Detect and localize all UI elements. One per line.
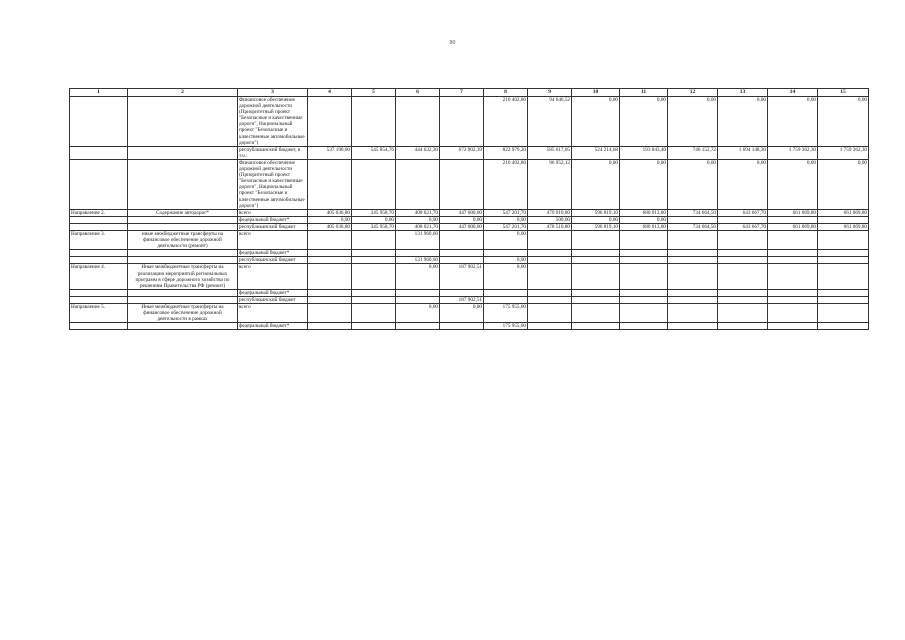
value-cell: 210 402,80 xyxy=(484,159,528,209)
value-cell: 0,00 xyxy=(572,97,620,147)
funding-source-cell: Финансовое обеспечение дорожной деятельности (Приоритетный проект "Безопасные и качественные дороги", Национальный проект "Безопасные и качественные автомобильные дороги") xyxy=(238,97,308,147)
value-cell xyxy=(718,296,768,303)
value-cell xyxy=(396,97,440,147)
value-cell xyxy=(718,304,768,323)
value-cell: 408 021,70 xyxy=(396,209,440,216)
value-cell xyxy=(352,304,396,323)
value-cell xyxy=(718,230,768,249)
direction-cell xyxy=(70,289,128,296)
budget-table xyxy=(69,88,869,330)
value-cell: 500,00 xyxy=(528,216,572,223)
funding-source-cell: республиканский бюджет xyxy=(238,296,308,303)
value-cell: 547 201,70 xyxy=(484,209,528,216)
activity-cell: Иные межбюджетные трансферты на финансовое обеспечение дорожной деятельности в рамках xyxy=(128,304,238,323)
funding-source-cell: Финансовое обеспечение дорожной деятельности (Приоритетный проект "Безопасные и качественные дороги", Национальный проект "Безопасные и качественные автомобильные дороги") xyxy=(238,159,308,209)
value-cell xyxy=(768,250,818,257)
value-cell: 0,00 xyxy=(768,159,818,209)
value-cell xyxy=(718,264,768,289)
value-cell: 734 664,50 xyxy=(668,209,718,216)
table-row xyxy=(70,159,869,209)
funding-source-cell: всего xyxy=(238,304,308,323)
value-cell: 175 955,00 xyxy=(484,323,528,330)
value-cell xyxy=(352,230,396,249)
value-cell xyxy=(572,230,620,249)
value-cell xyxy=(818,257,869,264)
activity-cell xyxy=(128,216,238,223)
value-cell xyxy=(668,289,718,296)
funding-source-cell: федеральный бюджет* xyxy=(238,289,308,296)
direction-cell xyxy=(70,323,128,330)
value-cell: 405 036,80 xyxy=(308,209,352,216)
value-cell xyxy=(528,323,572,330)
value-cell: 210 402,80 xyxy=(484,97,528,147)
value-cell xyxy=(818,216,869,223)
direction-cell: Направление 2. xyxy=(70,209,128,216)
value-cell xyxy=(308,323,352,330)
value-cell: 447 000,00 xyxy=(440,209,484,216)
value-cell xyxy=(440,323,484,330)
value-cell: 661 069,80 xyxy=(818,209,869,216)
value-cell xyxy=(440,159,484,209)
value-cell xyxy=(308,304,352,323)
value-cell xyxy=(396,296,440,303)
table-row xyxy=(70,223,869,230)
value-cell xyxy=(352,257,396,264)
value-cell: 0,00 xyxy=(572,159,620,209)
activity-cell xyxy=(128,250,238,257)
column-header: 13 xyxy=(718,89,768,97)
value-cell xyxy=(668,216,718,223)
direction-cell xyxy=(70,250,128,257)
table-row xyxy=(70,97,869,147)
value-cell: 187 902,51 xyxy=(440,296,484,303)
value-cell: 405 036,80 xyxy=(308,223,352,230)
value-cell xyxy=(718,216,768,223)
value-cell: 447 000,00 xyxy=(440,223,484,230)
value-cell: 187 902,51 xyxy=(440,264,484,289)
page-number: 80 xyxy=(449,40,456,46)
direction-cell xyxy=(70,296,128,303)
value-cell xyxy=(440,230,484,249)
value-cell xyxy=(308,97,352,147)
value-cell: 537 190,00 xyxy=(308,146,352,159)
value-cell xyxy=(352,296,396,303)
activity-cell xyxy=(128,97,238,147)
value-cell xyxy=(352,250,396,257)
value-cell xyxy=(668,257,718,264)
value-cell xyxy=(528,264,572,289)
column-header: 9 xyxy=(528,89,572,97)
value-cell: 1 759 362,30 xyxy=(818,146,869,159)
activity-cell: иные межбюджетные трансферты на финансовое обеспечение дорожной деятельности (ремонт) xyxy=(128,230,238,249)
value-cell: 661 069,80 xyxy=(768,223,818,230)
value-cell xyxy=(440,289,484,296)
value-cell xyxy=(620,289,668,296)
value-cell xyxy=(352,289,396,296)
value-cell: 0,00 xyxy=(620,216,668,223)
value-cell xyxy=(668,304,718,323)
column-header: 7 xyxy=(440,89,484,97)
value-cell xyxy=(768,257,818,264)
activity-cell: Содержание автодорог* xyxy=(128,209,238,216)
value-cell xyxy=(620,264,668,289)
funding-source-cell: всего xyxy=(238,209,308,216)
value-cell xyxy=(620,250,668,257)
value-cell: 746 152,72 xyxy=(668,146,718,159)
value-cell: 0,00 xyxy=(352,216,396,223)
value-cell xyxy=(396,323,440,330)
value-cell xyxy=(572,289,620,296)
column-header: 10 xyxy=(572,89,620,97)
table-row xyxy=(70,257,869,264)
table-row xyxy=(70,209,869,216)
funding-source-cell: республиканский бюджет, в т.ч.: xyxy=(238,146,308,159)
value-cell xyxy=(620,296,668,303)
value-cell: 1 759 362,30 xyxy=(768,146,818,159)
value-cell xyxy=(668,264,718,289)
activity-cell xyxy=(128,223,238,230)
value-cell: 479 010,80 xyxy=(528,209,572,216)
column-header: 5 xyxy=(352,89,396,97)
direction-cell: Направление 5. xyxy=(70,304,128,323)
value-cell: 0,00 xyxy=(484,257,528,264)
value-cell: 547 201,70 xyxy=(484,223,528,230)
value-cell: 0,00 xyxy=(440,304,484,323)
value-cell xyxy=(528,230,572,249)
value-cell: 0,00 xyxy=(440,216,484,223)
value-cell: 345 958,70 xyxy=(352,223,396,230)
column-header: 11 xyxy=(620,89,668,97)
value-cell xyxy=(818,323,869,330)
activity-cell xyxy=(128,257,238,264)
table-row xyxy=(70,289,869,296)
activity-cell: Иные межбюджетные трансферты на реализацию мероприятий региональных программ в сфере дорожного хозяйства по решениям Правительства РФ (ремонт) xyxy=(128,264,238,289)
value-cell: 345 958,70 xyxy=(352,209,396,216)
value-cell xyxy=(818,304,869,323)
value-cell: 0,00 xyxy=(572,216,620,223)
direction-cell xyxy=(70,257,128,264)
value-cell xyxy=(308,159,352,209)
value-cell: 94 646,52 xyxy=(528,97,572,147)
value-cell xyxy=(352,264,396,289)
value-cell xyxy=(572,304,620,323)
value-cell xyxy=(572,250,620,257)
value-cell: 0,00 xyxy=(768,97,818,147)
value-cell xyxy=(768,264,818,289)
value-cell: 408 021,70 xyxy=(396,223,440,230)
value-cell: 643 667,70 xyxy=(718,209,768,216)
table-row xyxy=(70,230,869,249)
activity-cell xyxy=(128,296,238,303)
value-cell xyxy=(818,230,869,249)
value-cell xyxy=(768,296,818,303)
value-cell xyxy=(718,323,768,330)
table-row xyxy=(70,146,869,159)
value-cell: 596 819,10 xyxy=(572,223,620,230)
value-cell xyxy=(308,257,352,264)
value-cell xyxy=(768,289,818,296)
value-cell xyxy=(308,230,352,249)
activity-cell xyxy=(128,289,238,296)
value-cell: 680 013,80 xyxy=(620,223,668,230)
value-cell xyxy=(528,257,572,264)
value-cell xyxy=(396,250,440,257)
column-header: 2 xyxy=(128,89,238,97)
value-cell: 680 013,80 xyxy=(620,209,668,216)
value-cell: 0,00 xyxy=(308,216,352,223)
value-cell xyxy=(668,323,718,330)
value-cell: 444 632,30 xyxy=(396,146,440,159)
value-cell xyxy=(484,289,528,296)
value-cell: 0,00 xyxy=(396,216,440,223)
value-cell xyxy=(352,97,396,147)
value-cell: 0,00 xyxy=(718,97,768,147)
value-cell xyxy=(572,323,620,330)
value-cell xyxy=(620,230,668,249)
value-cell xyxy=(668,230,718,249)
value-cell xyxy=(768,304,818,323)
funding-source-cell: федеральный бюджет* xyxy=(238,250,308,257)
value-cell: 596 819,10 xyxy=(572,209,620,216)
value-cell: 478 510,80 xyxy=(528,223,572,230)
value-cell xyxy=(818,264,869,289)
table-row xyxy=(70,264,869,289)
value-cell: 524 214,68 xyxy=(572,146,620,159)
value-cell: 0,00 xyxy=(818,159,869,209)
value-cell: 0,00 xyxy=(396,304,440,323)
funding-source-cell: республиканский бюджет xyxy=(238,223,308,230)
value-cell xyxy=(396,289,440,296)
value-cell xyxy=(818,250,869,257)
value-cell: 0,00 xyxy=(668,159,718,209)
value-cell: 96 952,12 xyxy=(528,159,572,209)
value-cell: 131 960,60 xyxy=(396,230,440,249)
column-header: 1 xyxy=(70,89,128,97)
value-cell xyxy=(572,264,620,289)
table-row xyxy=(70,296,869,303)
direction-cell xyxy=(70,159,128,209)
activity-cell xyxy=(128,146,238,159)
column-header: 8 xyxy=(484,89,528,97)
value-cell xyxy=(528,289,572,296)
value-cell xyxy=(484,296,528,303)
value-cell: 0,00 xyxy=(484,264,528,289)
value-cell: 0,00 xyxy=(620,159,668,209)
direction-cell xyxy=(70,97,128,147)
value-cell: 0,00 xyxy=(484,216,528,223)
value-cell: 0,00 xyxy=(718,159,768,209)
value-cell xyxy=(308,264,352,289)
value-cell xyxy=(308,250,352,257)
value-cell: 661 069,80 xyxy=(768,209,818,216)
column-header: 14 xyxy=(768,89,818,97)
funding-source-cell: федеральный бюджет* xyxy=(238,216,308,223)
value-cell xyxy=(308,289,352,296)
column-header: 4 xyxy=(308,89,352,97)
value-cell xyxy=(528,296,572,303)
activity-cell xyxy=(128,323,238,330)
activity-cell xyxy=(128,159,238,209)
value-cell: 0,00 xyxy=(396,264,440,289)
value-cell xyxy=(352,323,396,330)
value-cell: 0,00 xyxy=(620,97,668,147)
funding-source-cell: всего xyxy=(238,264,308,289)
funding-source-cell: республиканский бюджет xyxy=(238,257,308,264)
value-cell xyxy=(818,289,869,296)
value-cell: 0,00 xyxy=(818,97,869,147)
column-header: 12 xyxy=(668,89,718,97)
direction-cell xyxy=(70,223,128,230)
value-cell xyxy=(768,216,818,223)
table-row xyxy=(70,323,869,330)
value-cell xyxy=(668,250,718,257)
value-cell xyxy=(668,296,718,303)
direction-cell xyxy=(70,146,128,159)
value-cell xyxy=(718,289,768,296)
value-cell xyxy=(440,97,484,147)
value-cell: 1 694 148,30 xyxy=(718,146,768,159)
value-cell xyxy=(620,323,668,330)
value-cell: 193 043,40 xyxy=(620,146,668,159)
value-cell: 0,00 xyxy=(668,97,718,147)
value-cell xyxy=(440,257,484,264)
column-header: 15 xyxy=(818,89,869,97)
column-header: 3 xyxy=(238,89,308,97)
direction-cell: Направление 4. xyxy=(70,264,128,289)
value-cell xyxy=(528,304,572,323)
value-cell xyxy=(484,250,528,257)
value-cell xyxy=(440,250,484,257)
value-cell: 175 955,00 xyxy=(484,304,528,323)
table-row xyxy=(70,304,869,323)
value-cell xyxy=(818,296,869,303)
value-cell xyxy=(768,323,818,330)
value-cell: 734 664,50 xyxy=(668,223,718,230)
value-cell xyxy=(718,250,768,257)
value-cell: 545 854,76 xyxy=(352,146,396,159)
value-cell xyxy=(768,230,818,249)
value-cell xyxy=(352,159,396,209)
value-cell: 822 979,20 xyxy=(484,146,528,159)
value-cell xyxy=(308,296,352,303)
value-cell: 131 960,60 xyxy=(396,257,440,264)
funding-source-cell: всего xyxy=(238,230,308,249)
value-cell xyxy=(718,257,768,264)
value-cell: 585 617,05 xyxy=(528,146,572,159)
value-cell xyxy=(396,159,440,209)
value-cell: 0,00 xyxy=(484,230,528,249)
value-cell xyxy=(620,257,668,264)
column-header: 6 xyxy=(396,89,440,97)
funding-source-cell: федеральный бюджет* xyxy=(238,323,308,330)
table-row xyxy=(70,216,869,223)
value-cell xyxy=(528,250,572,257)
value-cell xyxy=(620,304,668,323)
table-row xyxy=(70,250,869,257)
value-cell: 643 667,70 xyxy=(718,223,768,230)
value-cell xyxy=(572,257,620,264)
direction-cell xyxy=(70,216,128,223)
value-cell: 661 069,80 xyxy=(818,223,869,230)
header-row xyxy=(70,89,869,97)
value-cell xyxy=(572,296,620,303)
value-cell: 672 902,39 xyxy=(440,146,484,159)
direction-cell: Направление 3. xyxy=(70,230,128,249)
